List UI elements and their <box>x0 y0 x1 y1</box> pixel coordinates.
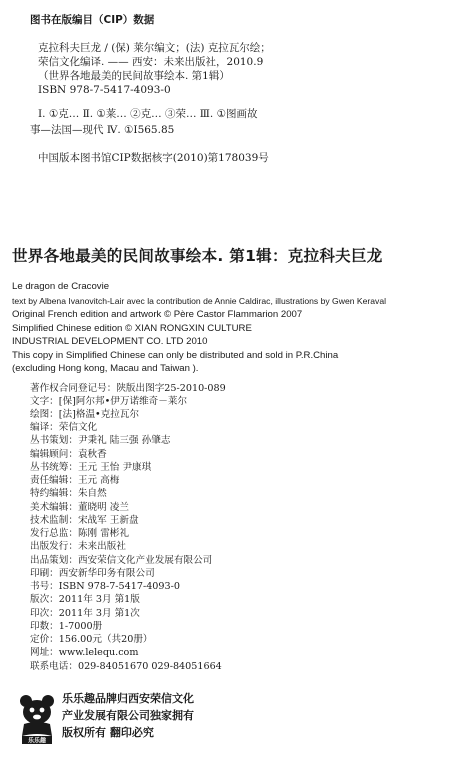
english-line: text by Albena Ivanovitch-Lair avec la contribution de Annie Caldirac, illustrations by Gwen Keraval <box>12 296 387 306</box>
series-title: 世界各地最美的民间故事绘本. 第1辑：克拉科夫巨龙 <box>12 247 383 265</box>
cip-line: 克拉科夫巨龙 / (保) 莱尔编文；(法) 克拉瓦尔绘； <box>38 42 271 54</box>
english-line: Simplified Chinese edition © XIAN RONGXIN CULTURE <box>12 323 252 334</box>
credit-line: 美术编辑：董晓明 凌兰 <box>30 502 129 513</box>
english-line: Original French edition and artwork © Père Castor Flammarion 2007 <box>12 309 303 320</box>
english-line: Le dragon de Cracovie <box>12 281 110 292</box>
publisher-logo-text: 乐乐趣 <box>27 737 47 744</box>
credit-line: 责任编辑：王元 高梅 <box>30 475 120 486</box>
credit-line: 版次：2011年 3月 第1版 <box>30 594 140 605</box>
publisher-line: 版权所有 翻印必究 <box>62 726 154 739</box>
cip-line: 荣信文化编译. —— 西安：未来出版社，2010.9 <box>38 56 264 68</box>
credit-line: 编辑顾问：袁秋香 <box>30 449 107 460</box>
credit-line: 技术监制：宋战军 王新盘 <box>30 515 139 526</box>
credit-line: 特约编辑：朱自然 <box>30 488 107 499</box>
credit-line: 网址：www.lelequ.com <box>30 647 139 658</box>
publisher-line: 产业发展有限公司独家拥有 <box>62 709 194 722</box>
credit-line: 绘图：[法]格温•克拉瓦尔 <box>30 409 140 420</box>
credit-line: 出品策划：西安荣信文化产业发展有限公司 <box>30 555 213 566</box>
credit-line: 发行总监：陈刚 雷彬礼 <box>30 528 129 539</box>
credit-line: 定价：156.00元（共20册） <box>30 634 153 645</box>
credit-line: 丛书统筹：王元 王怡 尹康琪 <box>30 462 152 473</box>
cip-line: ISBN 978-7-5417-4093-0 <box>38 84 171 96</box>
publisher-logo-icon <box>18 692 56 744</box>
credit-line: 编译：荣信文化 <box>30 422 98 433</box>
english-line: INDUSTRIAL DEVELOPMENT CO. LTD 2010 <box>12 336 208 347</box>
credit-line: 文字：[保]阿尔邦•伊万诺维奇－莱尔 <box>30 396 188 407</box>
cip-line: （世界各地最美的民间故事绘本. 第1辑） <box>38 70 230 82</box>
cip-line: 中国版本图书馆CIP数据核字(2010)第178039号 <box>38 152 269 164</box>
cip-heading: 图书在版编目（CIP）数据 <box>30 14 155 26</box>
english-line: (excluding Hong kong, Macau and Taiwan ). <box>12 363 199 374</box>
credit-line: 著作权合同登记号：陕版出图字25-2010-089 <box>30 383 226 394</box>
english-line: This copy in Simplified Chinese can only be distributed and sold in P.R.China <box>12 350 339 361</box>
credit-line: 书号：ISBN 978-7-5417-4093-0 <box>30 581 180 592</box>
credit-line: 印刷：西安新华印务有限公司 <box>30 568 155 579</box>
cip-line: 事—法国—现代 Ⅳ. ①I565.85 <box>30 124 175 136</box>
credit-line: 丛书策划：尹秉礼 陆三强 孙肇志 <box>30 435 171 446</box>
publisher-line: 乐乐趣品牌归西安荣信文化 <box>62 692 194 705</box>
credit-line: 印次：2011年 3月 第1次 <box>30 608 140 619</box>
credit-line: 联系电话：029-84051670 029-84051664 <box>30 661 222 672</box>
credit-line: 出版发行：未来出版社 <box>30 541 126 552</box>
cip-line: Ⅰ. ①克… Ⅱ. ①莱… ②克… ③荣… Ⅲ. ①图画故 <box>38 108 258 120</box>
credit-line: 印数：1-7000册 <box>30 621 103 632</box>
